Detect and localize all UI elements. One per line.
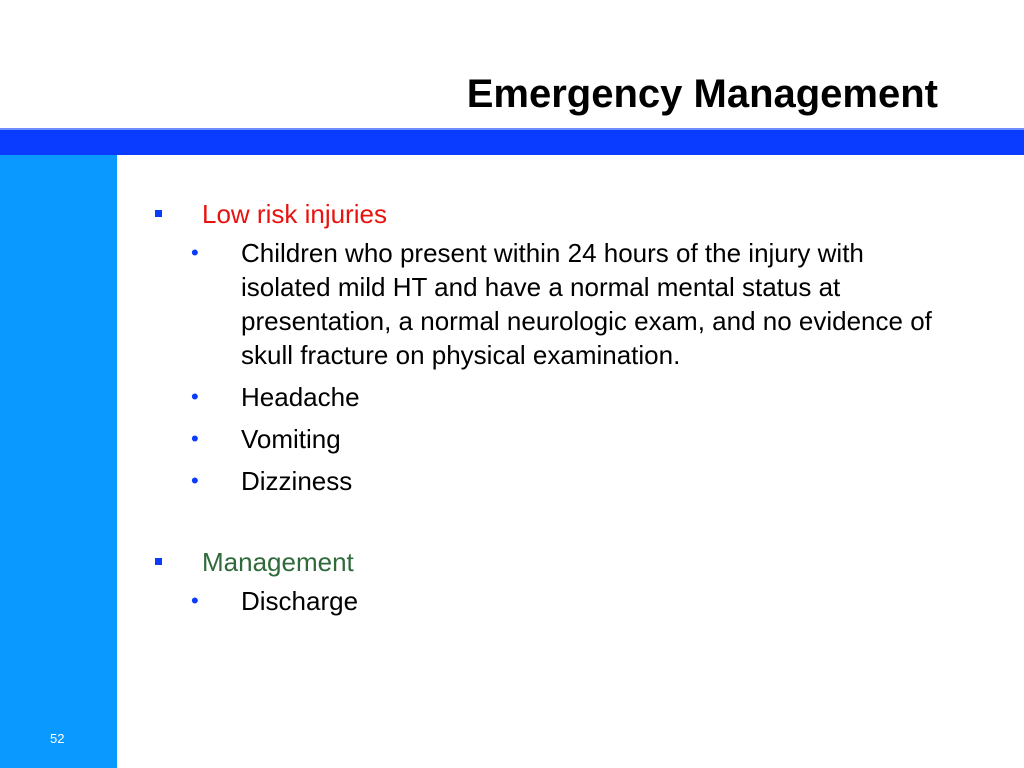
list-item-text: Dizziness <box>241 466 353 496</box>
round-bullet-icon: • <box>191 588 199 613</box>
list-item <box>150 464 950 498</box>
section-heading-low-risk <box>150 198 950 230</box>
slide-body <box>150 198 950 618</box>
section-heading-text: Low risk injuries <box>202 199 387 229</box>
round-bullet-icon: • <box>191 426 199 451</box>
title-divider-bar <box>0 130 1024 155</box>
square-bullet-icon <box>155 558 162 565</box>
page-number: 52 <box>50 731 65 746</box>
list-item <box>150 236 950 372</box>
list-item <box>150 422 950 456</box>
section-heading-text: Management <box>202 547 354 577</box>
list-item-text: Headache <box>241 382 360 412</box>
list-item-text: Children who present within 24 hours of the injury with isolated mild HT and have a normal mental status at presentation, a normal neurologic exam, and no evidence of skull fracture on physical examination. <box>241 238 932 370</box>
list-item-text: Discharge <box>241 586 359 616</box>
square-bullet-icon <box>155 210 162 217</box>
slide-title: Emergency Management <box>466 72 938 116</box>
list-item-text: Vomiting <box>241 424 341 454</box>
list-item <box>150 584 950 618</box>
round-bullet-icon: • <box>191 468 199 493</box>
round-bullet-icon: • <box>191 240 199 265</box>
round-bullet-icon: • <box>191 384 199 409</box>
section-heading-management <box>150 546 950 578</box>
side-bar <box>0 155 117 768</box>
list-item <box>150 380 950 414</box>
